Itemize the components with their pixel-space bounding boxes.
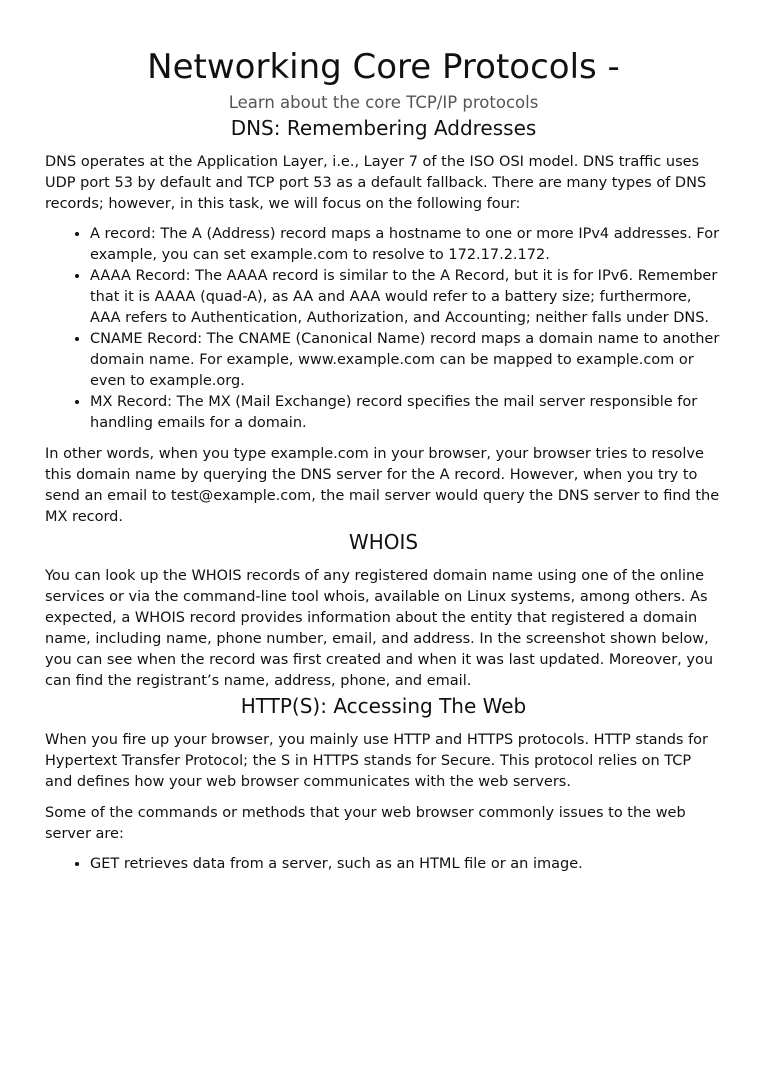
page-subtitle: Learn about the core TCP/IP protocols xyxy=(228,93,539,112)
dns-record-aaaa: • AAAA Record: The AAAA record is similar to the A Record, but it is for IPv6. Remember that it is AAAA (quad-A), as AA and AAA would refer to a battery size; furthermore, AAA refers to Authentication, Authorization, and Accounting; neither falls under DNS. xyxy=(90,266,722,329)
dns-heading: DNS: Remembering Addresses xyxy=(230,116,537,140)
http-section xyxy=(45,692,722,875)
dns-intro-paragraph: DNS operates at the Application Layer, i.e., Layer 7 of the ISO OSI model. DNS traffic uses UDP port 53 by default and TCP port 53 as a default fallback. There are many types of DNS records; however, in this task, we will focus on the following four: xyxy=(45,154,707,212)
dns-record-a: • A record: The A (Address) record maps a hostname to one or more IPv4 addresses. For example, you can set example.com to resolve to 172.17.2.172. xyxy=(90,224,722,266)
http-heading: HTTP(S): Accessing The Web xyxy=(240,694,527,718)
whois-paragraph: You can look up the WHOIS records of any registered domain name using one of the online services or via the command-line tool whois, available on Linux systems, among others. As expected, a WHOIS record provides information about the entity that registered a domain name, including name, phone number, email, and address. In the screenshot shown below, you can see when the record was first created and when it was last updated. Moreover, you can find the registrant’s name, address, phone, and email. xyxy=(45,568,714,689)
http-intro-paragraph: When you fire up your browser, you mainly use HTTP and HTTPS protocols. HTTP stands for Hypertext Transfer Protocol; the S in HTTPS stands for Secure. This protocol relies on TCP and defines how your web browser communicates with the web servers. xyxy=(45,732,709,790)
whois-heading: WHOIS xyxy=(348,530,419,554)
dns-record-cname: • CNAME Record: The CNAME (Canonical Name) record maps a domain name to another domain name. For example, www.example.com can be mapped to example.com or even to example.org. xyxy=(90,329,722,392)
dns-record-list xyxy=(45,224,722,434)
dns-outro-paragraph: In other words, when you type example.com in your browser, your browser tries to resolve this domain name by querying the DNS server for the A record. However, when you try to send an email to test@example.com, the mail server would query the DNS server to find the MX record. xyxy=(45,446,720,525)
page-title: Networking Core Protocols - xyxy=(147,47,620,87)
whois-section xyxy=(45,528,722,692)
http-method-get: • GET retrieves data from a server, such as an HTML file or an image. xyxy=(90,854,722,875)
http-methods-list xyxy=(45,854,722,875)
dns-section xyxy=(45,114,722,528)
http-methods-intro-paragraph: Some of the commands or methods that your web browser commonly issues to the web server are: xyxy=(45,805,686,842)
dns-record-mx: • MX Record: The MX (Mail Exchange) record specifies the mail server responsible for handling emails for a domain. xyxy=(90,392,722,434)
document-page xyxy=(0,44,768,1068)
